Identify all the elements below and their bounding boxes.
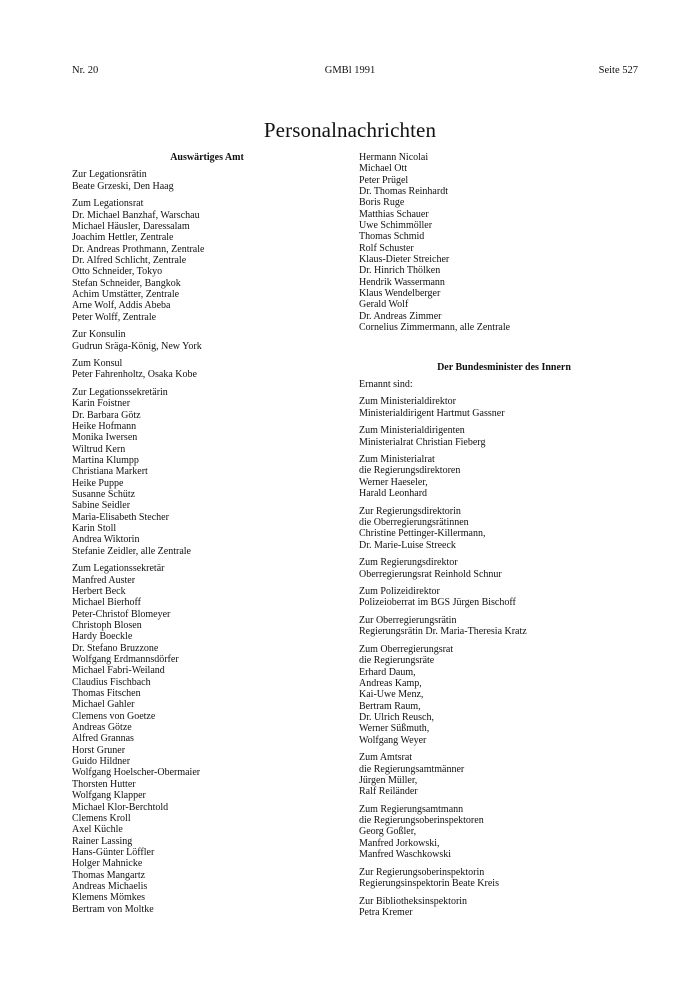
appointee-line: Thomas Mangartz bbox=[72, 869, 146, 881]
appointee-line: Regierungsrätin Dr. Maria-Theresia Kratz bbox=[359, 626, 527, 638]
appointment-group bbox=[359, 804, 649, 861]
intro-text: Ernannt sind: bbox=[359, 379, 413, 391]
appointee-line: Clemens von Goetze bbox=[72, 710, 156, 722]
appointee-line: Wiltrud Kern bbox=[72, 443, 126, 455]
appointee-line: Peter Wolff, Zentrale bbox=[72, 311, 157, 323]
appointee-line: Manfred Waschkowski bbox=[359, 849, 452, 861]
appointee-line: Thomas Fitschen bbox=[72, 688, 141, 700]
appointee-line: Wolfgang Klapper bbox=[72, 790, 146, 802]
appointee-line: Guido Hildner bbox=[72, 756, 131, 768]
appointee-line: Heike Puppe bbox=[72, 477, 124, 489]
appointee-line: Manfred Jorkowski, bbox=[359, 837, 440, 849]
left-groups bbox=[72, 169, 342, 915]
appointment-group bbox=[359, 557, 649, 580]
appointment-group bbox=[359, 506, 649, 551]
appointee-line: Manfred Auster bbox=[72, 574, 136, 586]
appointee-line: Bertram von Moltke bbox=[72, 903, 154, 915]
appointee-line: Dr. Barbara Götz bbox=[72, 409, 141, 421]
appointee-line: Hendrik Wassermann bbox=[359, 276, 445, 288]
appointee-line: Peter Fahrenholtz, Osaka Kobe bbox=[72, 369, 197, 381]
appointment-group bbox=[359, 867, 649, 890]
appointment-group bbox=[359, 586, 649, 609]
appointee-line: die Oberregierungsrätinnen bbox=[359, 517, 469, 529]
appointee-line: Karin Foistner bbox=[72, 398, 131, 410]
appointee-line: Joachim Hettler, Zentrale bbox=[72, 232, 174, 244]
appointee-line: Stefan Schneider, Bangkok bbox=[72, 277, 181, 289]
appointee-line: Karin Stoll bbox=[72, 523, 117, 535]
appointee-line: Wolfgang Hoelscher-Obermaier bbox=[72, 767, 201, 779]
appointee-line: Christine Pettinger-Killermann, bbox=[359, 528, 486, 540]
appointee-line: Bertram Raum, bbox=[359, 700, 421, 712]
appointment-group bbox=[359, 896, 649, 919]
appointment-title: Zum Legationssekretär bbox=[72, 563, 165, 575]
right-groups bbox=[359, 396, 649, 918]
appointee-line: Christiana Markert bbox=[72, 466, 148, 478]
appointee-line: Peter Prügel bbox=[359, 174, 409, 186]
appointee-line: Georg Goßler, bbox=[359, 826, 417, 838]
appointment-title: Zur Regierungsoberinspektorin bbox=[359, 866, 485, 878]
appointee-line: Werner Süßmuth, bbox=[359, 723, 430, 735]
appointee-line: Dr. Andreas Prothmann, Zentrale bbox=[72, 243, 205, 255]
appointment-title: Zum Ministerialrat bbox=[359, 454, 435, 466]
appointment-title: Zum Amtsrat bbox=[359, 752, 413, 764]
issue-number: Nr. 20 bbox=[72, 65, 99, 76]
appointee-line: Erhard Daum, bbox=[359, 666, 416, 678]
appointee-line: die Regierungsoberinspektoren bbox=[359, 815, 484, 827]
appointee-line: Maria-Elisabeth Stecher bbox=[72, 511, 169, 523]
appointee-line: Thomas Schmid bbox=[359, 231, 425, 243]
appointment-group bbox=[359, 396, 649, 419]
appointee-line: Dr. Alfred Schlicht, Zentrale bbox=[72, 254, 187, 266]
appointee-line: Dr. Hinrich Thölken bbox=[359, 265, 441, 277]
appointee-line: die Regierungsräte bbox=[359, 655, 435, 667]
appointee-line: Ralf Reiländer bbox=[359, 786, 418, 798]
publication-name: GMBl 1991 bbox=[324, 65, 376, 76]
appointee-line: Michael Klor-Berchtold bbox=[72, 801, 169, 813]
page-title: Personalnachrichten bbox=[263, 118, 437, 142]
appointee-line: Michael Gahler bbox=[72, 699, 135, 711]
appointment-group bbox=[359, 454, 649, 499]
appointment-group bbox=[72, 387, 342, 557]
appointment-title: Zur Regierungsdirektorin bbox=[359, 505, 461, 517]
page-number: Seite 527 bbox=[598, 65, 638, 76]
appointee-line: Holger Mahnicke bbox=[72, 858, 143, 870]
appointee-line: Christoph Blosen bbox=[72, 620, 142, 631]
appointee-line: Michael Ott bbox=[359, 163, 408, 175]
section-gap bbox=[359, 340, 649, 362]
appointee-line: Kai-Uwe Menz, bbox=[359, 689, 424, 701]
appointment-title: Zum Regierungsdirektor bbox=[359, 557, 458, 569]
appointee-line: Oberregierungsrat Reinhold Schnur bbox=[359, 568, 502, 580]
appointee-line: Rolf Schuster bbox=[359, 242, 414, 254]
appointee-line: Boris Ruge bbox=[359, 197, 405, 209]
appointee-line: Andreas Michaelis bbox=[72, 880, 148, 892]
appointment-group bbox=[72, 169, 342, 192]
appointee-line: Horst Gruner bbox=[72, 744, 126, 756]
appointee-line: Monika Iwersen bbox=[72, 432, 138, 444]
appointee-line: Cornelius Zimmermann, alle Zentrale bbox=[359, 322, 511, 334]
appointee-line: Stefanie Zeidler, alle Zentrale bbox=[72, 545, 191, 557]
appointee-line: Martina Klumpp bbox=[72, 455, 139, 466]
appointee-line: Uwe Schimmöller bbox=[359, 220, 433, 232]
appointee-line: Klemens Mömkes bbox=[72, 892, 146, 904]
appointee-line: Axel Küchle bbox=[72, 824, 123, 836]
appointment-group bbox=[359, 644, 649, 746]
appointee-line: Andreas Götze bbox=[72, 722, 132, 734]
appointee-line: Ministerialdirigent Hartmut Gassner bbox=[359, 407, 505, 419]
appointee-line: die Regierungsdirektoren bbox=[359, 465, 461, 477]
appointee-line: Michael Bierhoff bbox=[72, 597, 141, 609]
appointee-line: Petra Kremer bbox=[359, 906, 413, 918]
appointee-line: Clemens Kroll bbox=[72, 812, 131, 824]
appointee-line: Jürgen Müller, bbox=[359, 774, 418, 786]
appointee-line: Thorsten Hutter bbox=[72, 778, 136, 790]
appointee-line: Sabine Seidler bbox=[72, 500, 131, 512]
appointee-line: Hans-Günter Löffler bbox=[72, 846, 155, 858]
appointment-group bbox=[72, 563, 342, 915]
section-heading-auswaertiges-amt: Auswärtiges Amt bbox=[170, 152, 244, 163]
appointee-line: Klaus-Dieter Streicher bbox=[359, 254, 450, 266]
appointee-line: Gudrun Sräga-König, New York bbox=[72, 340, 202, 352]
appointee-line: Regierungsinspektorin Beate Kreis bbox=[359, 877, 499, 889]
appointment-title: Zur Bibliotheksinspektorin bbox=[359, 895, 468, 907]
appointee-line: Matthias Schauer bbox=[359, 208, 429, 220]
continued-list bbox=[359, 152, 649, 334]
appointment-title: Zur Legationssekretärin bbox=[72, 386, 168, 398]
appointee-line: Peter-Christof Blomeyer bbox=[72, 608, 171, 620]
appointee-line: Andrea Wiktorin bbox=[72, 534, 140, 546]
appointee-line: Alfred Grannas bbox=[72, 733, 134, 745]
appointment-title: Zum Legationsrat bbox=[72, 198, 144, 210]
appointment-title: Zur Legationsrätin bbox=[72, 169, 147, 181]
appointee-line: die Regierungsamtmänner bbox=[359, 763, 465, 775]
appointee-line: Dr. Michael Banzhaf, Warschau bbox=[72, 209, 200, 221]
appointee-line: Werner Haeseler, bbox=[359, 476, 428, 488]
appointee-line: Klaus Wendelberger bbox=[359, 288, 441, 300]
appointee-line: Wolfgang Erdmannsdörfer bbox=[72, 654, 179, 666]
appointment-title: Zum Ministerialdirigenten bbox=[359, 425, 465, 437]
appointee-line: Ministerialrat Christian Fieberg bbox=[359, 436, 486, 448]
appointment-title: Zum Oberregierungsrat bbox=[359, 643, 454, 655]
right-column bbox=[359, 152, 649, 924]
appointee-line: Wolfgang Weyer bbox=[359, 734, 427, 746]
appointee-line: Heike Hofmann bbox=[72, 420, 137, 432]
appointee-line: Harald Leonhard bbox=[359, 488, 428, 500]
appointment-group bbox=[359, 425, 649, 448]
left-column bbox=[72, 152, 342, 921]
appointee-line: Dr. Ulrich Reusch, bbox=[359, 711, 434, 723]
appointee-line: Herbert Beck bbox=[72, 585, 126, 597]
appointment-title: Zur Konsulin bbox=[72, 329, 126, 341]
appointee-line: Michael Fabri-Weiland bbox=[72, 665, 165, 677]
appointment-group bbox=[72, 329, 342, 352]
appointee-line: Otto Schneider, Tokyo bbox=[72, 266, 163, 278]
appointment-group bbox=[72, 198, 342, 323]
appointment-title: Zur Oberregierungsrätin bbox=[359, 615, 457, 626]
appointee-line: Dr. Thomas Reinhardt bbox=[359, 186, 448, 198]
appointee-line: Claudius Fischbach bbox=[72, 676, 151, 688]
appointee-line: Arne Wolf, Addis Abeba bbox=[72, 300, 171, 312]
appointee-line: Polizeioberrat im BGS Jürgen Bischoff bbox=[359, 597, 516, 609]
appointment-title: Zum Ministerialdirektor bbox=[359, 396, 456, 408]
appointee-line: Rainer Lassing bbox=[72, 835, 133, 847]
appointee-line: Andreas Kamp, bbox=[359, 677, 422, 689]
appointment-title: Zum Konsul bbox=[72, 358, 123, 370]
appointee-line: Beate Grzeski, Den Haag bbox=[72, 180, 174, 192]
appointment-group bbox=[359, 752, 649, 797]
appointment-title: Zum Regierungsamtmann bbox=[359, 803, 464, 815]
appointee-line: Dr. Andreas Zimmer bbox=[359, 310, 442, 322]
appointee-line: Michael Häusler, Daressalam bbox=[72, 220, 190, 232]
appointee-line: Achim Umstätter, Zentrale bbox=[72, 288, 180, 300]
appointee-line: Susanne Schütz bbox=[72, 489, 136, 501]
appointee-line: Hermann Nicolai bbox=[359, 152, 429, 163]
appointment-group bbox=[359, 615, 649, 638]
appointee-line: Dr. Stefano Bruzzone bbox=[72, 642, 159, 654]
appointment-title: Zum Polizeidirektor bbox=[359, 586, 440, 598]
appointee-line: Hardy Boeckle bbox=[72, 631, 133, 643]
appointment-group bbox=[72, 358, 342, 381]
section-heading-bundesminister: Der Bundesminister des Innern bbox=[437, 361, 571, 373]
appointee-line: Gerald Wolf bbox=[359, 299, 409, 311]
appointee-line: Dr. Marie-Luise Streeck bbox=[359, 539, 456, 551]
